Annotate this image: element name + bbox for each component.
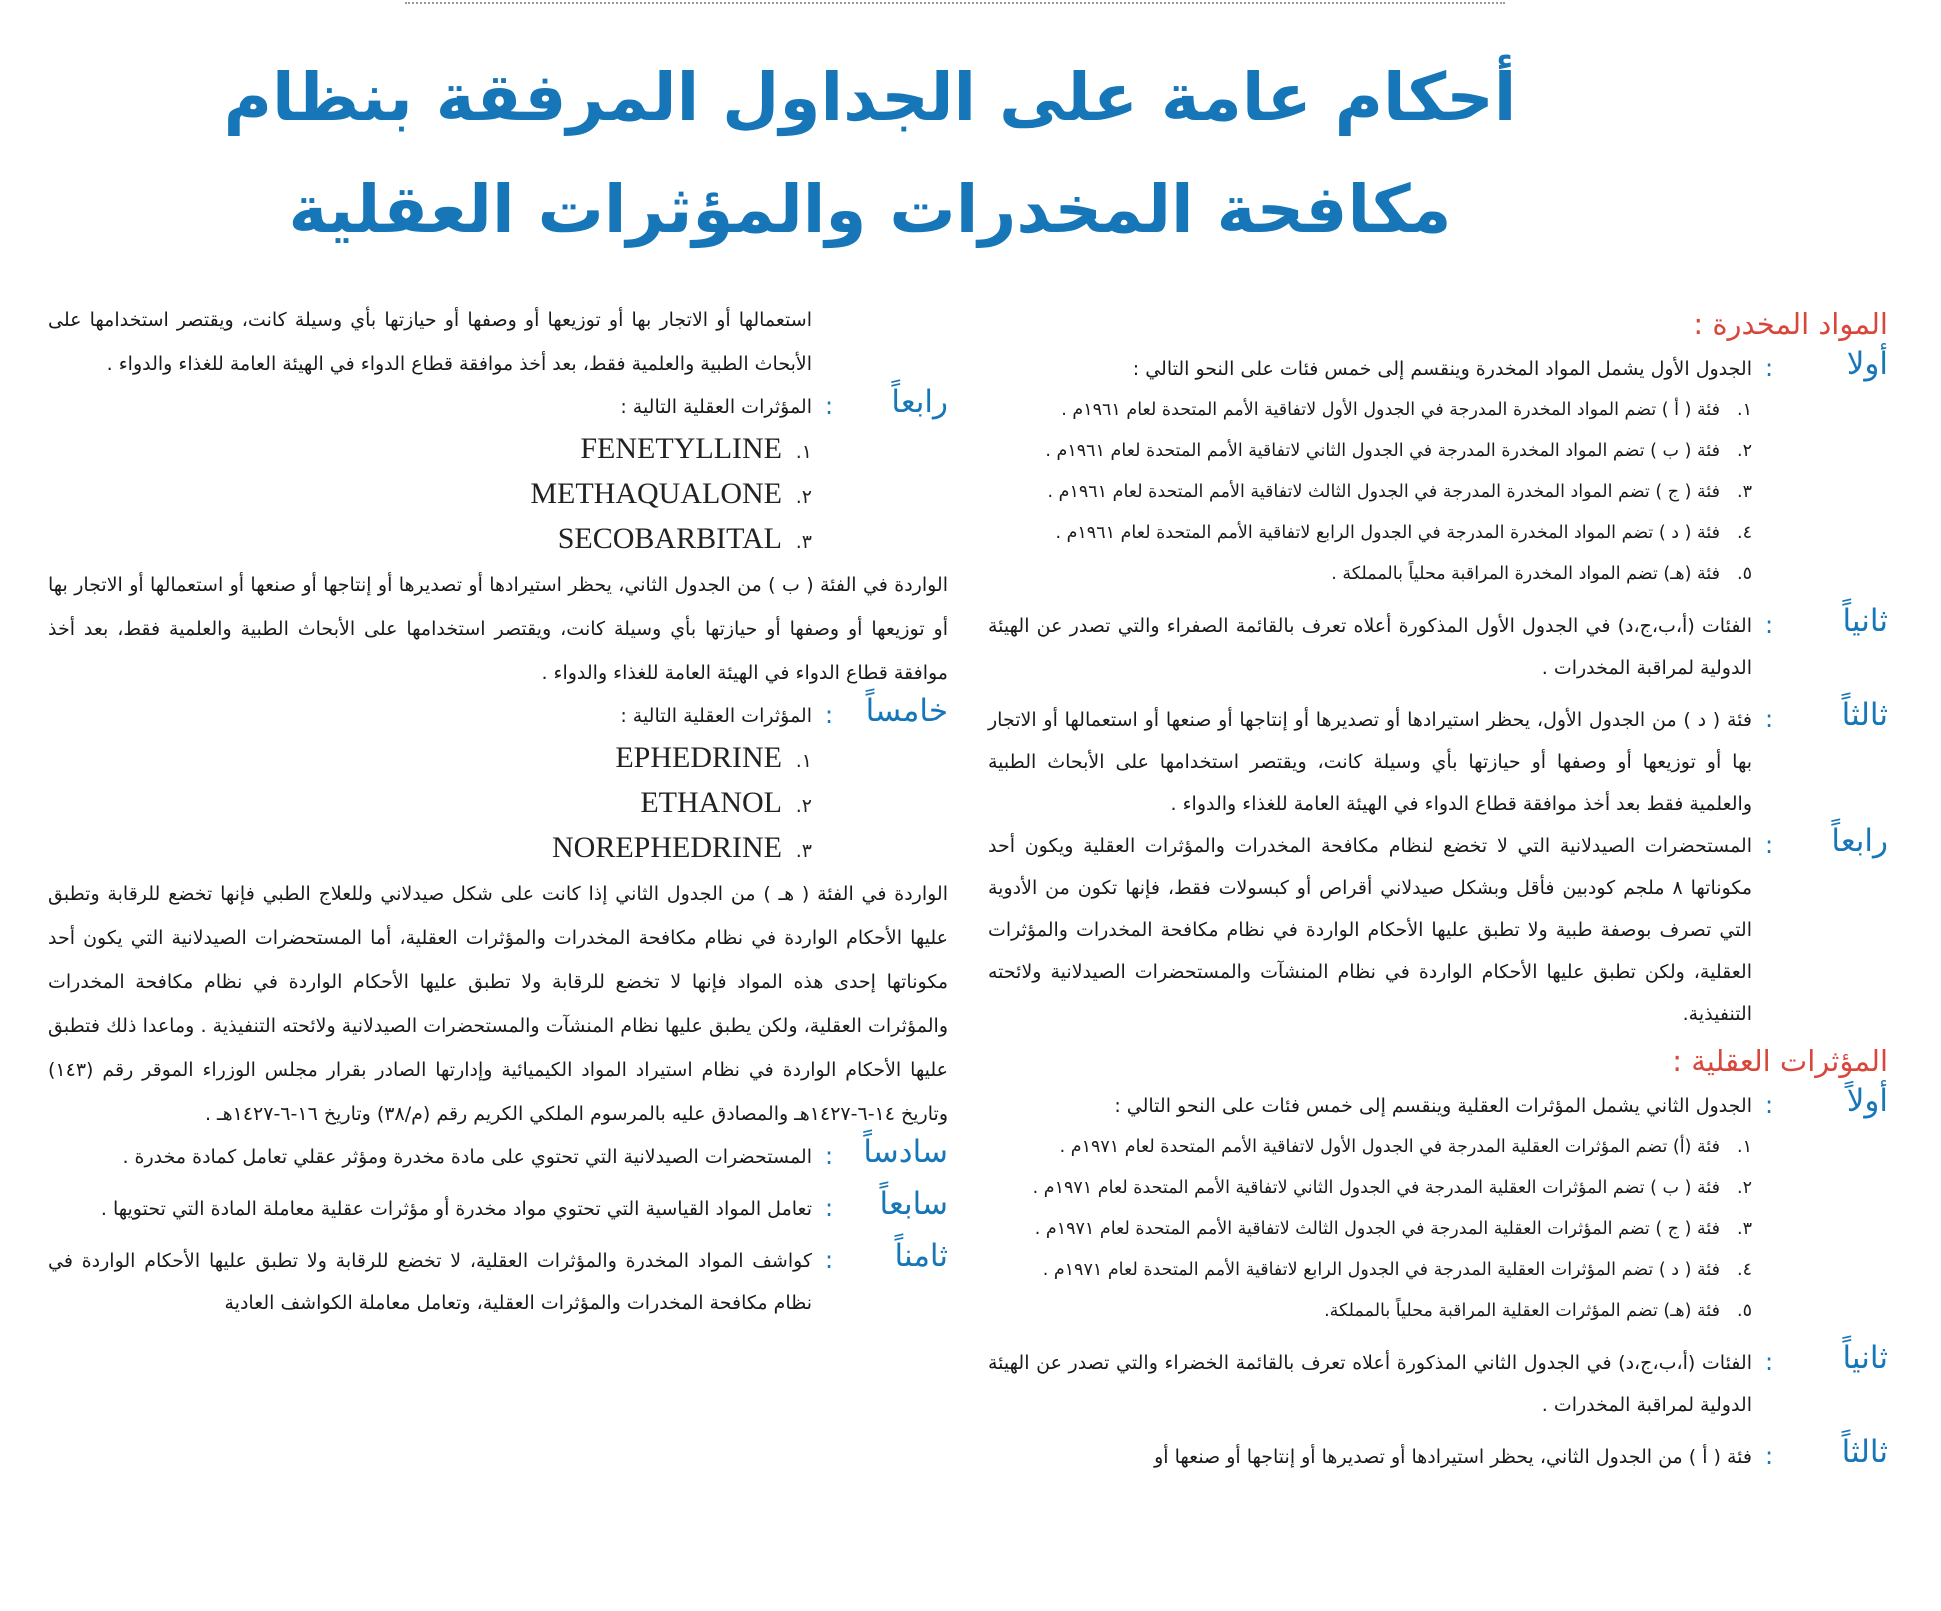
item-marker: ثانياً	[1842, 1340, 1888, 1376]
marker-colon: :	[1764, 705, 1774, 733]
page-title	[200, 42, 1540, 266]
list-item: ١.فئة ( أ ) تضم المواد المخدرة المدرجة في الجدول الأول لاتفاقية الأمم المتحدة لعام ١٩٦١م .	[1061, 400, 1752, 420]
marker-colon: :	[824, 701, 834, 729]
item-marker: ثالثاً	[1841, 697, 1888, 733]
item-text: المستحضرات الصيدلانية التي لا تخضع لنظام مكافحة المخدرات والمؤثرات العقلية ويكون أحد مكوناتها ٨ ملجم كودبين فأقل وبشكل صيدلاني أقراص أو كبسولات فقط، فإنها تكون من الأدوية التي تصرف بوصفة طبية ولا تطبق عليها الأحكام الواردة في نظام مكافحة المخدرات والمؤثرات العقلية، ولكن تطبق عليها الأحكام الواردة في نظام المنشآت والمستحضرات الصيدلانية ولائحته التنفيذية.	[988, 835, 1753, 1025]
item-marker: خامساً	[865, 693, 948, 729]
psy-sixth	[48, 1136, 948, 1178]
item-marker: ثانياً	[1842, 603, 1888, 639]
marker-colon: :	[1764, 831, 1774, 859]
list-item: ٤.فئة ( د ) تضم المؤثرات العقلية المدرجة في الجدول الرابع لاتفاقية الأمم المتحدة لعام ١٩٧١م .	[1042, 1260, 1752, 1280]
fifth-paragraph: الواردة في الفئة ( هـ ) من الجدول الثاني إذا كانت على شكل صيدلاني وللعلاج الطبي فإنها تخضع للرقابة وتطبق عليها الأحكام الواردة في نظام مكافحة المخدرات والمؤثرات العقلية، أما المستحضرات الصيدلانية التي يكون أحد مكوناتها إحدى هذه المواد فإنها لا تخضع للرقابة ولا تطبق عليها الأحكام الواردة في نظام مكافحة المخدرات والمؤثرات العقلية، ولكن يطبق عليها نظام المنشآت والمستحضرات الصيدلانية ولائحته التنفيذية . وماعدا ذلك فتطبق عليها الأحكام الواردة في نظام استيراد المواد الكيميائية وإدارتها الصادر بقرار مجلس الوزراء الموقر رقم (١٤٣) وتاريخ ١٤-٦-١٤٢٧هـ والمصادق عليه بالمرسوم الملكي الكريم رقم (م/٣٨) وتاريخ ١٦-٦-١٤٢٧هـ .	[48, 883, 948, 1125]
marker-colon: :	[824, 1194, 834, 1222]
narcotics-heading: المواد المخدرة :	[1693, 307, 1888, 341]
marker-colon: :	[1764, 354, 1774, 382]
item-text: المؤثرات العقلية التالية :	[620, 396, 812, 418]
narcotics-third	[988, 699, 1888, 825]
list-item: ٣.SECOBARBITAL	[557, 522, 812, 555]
list-item: ٣.فئة ( ج ) تضم المؤثرات العقلية المدرجة في الجدول الثالث لاتفاقية الأمم المتحدة لعام ١٩٧١م .	[1034, 1219, 1752, 1239]
item-text: تعامل المواد القياسية التي تحتوي مواد مخدرة أو مؤثرات عقلية معاملة المادة التي تحتويها .	[100, 1198, 812, 1220]
item-marker: أولاً	[1846, 1083, 1888, 1119]
item-marker: رابعاً	[891, 384, 948, 420]
marker-colon: :	[1764, 1348, 1774, 1376]
item-text: فئة ( أ ) من الجدول الثاني، يحظر استيرادها أو تصديرها أو إنتاجها أو صنعها أو	[1154, 1446, 1752, 1468]
psychotropics-categories-list	[988, 1127, 1888, 1332]
left-column	[48, 298, 948, 1324]
item-text: المؤثرات العقلية التالية :	[620, 705, 812, 727]
item-text: الجدول الثاني يشمل المؤثرات العقلية وينقسم إلى خمس فئات على النحو التالي :	[1114, 1095, 1752, 1117]
item-marker: أولا	[1846, 346, 1888, 382]
marker-colon: :	[1764, 1442, 1774, 1470]
list-item: ٢.فئة ( ب ) تضم المواد المخدرة المدرجة في الجدول الثاني لاتفاقية الأمم المتحدة لعام ١٩٦١م .	[1045, 441, 1752, 461]
list-item: ٣.فئة ( ج ) تضم المواد المخدرة المدرجة في الجدول الثالث لاتفاقية الأمم المتحدة لعام ١٩٦١م .	[1047, 482, 1752, 502]
narcotics-categories-list	[988, 390, 1888, 595]
continuation-paragraph: استعمالها أو الاتجار بها أو توزيعها أو وصفها أو حيازتها بأي وسيلة كانت، ويقتصر استخدامها على الأبحاث الطبية والعلمية فقط، بعد أخذ موافقة قطاع الدواء في الهيئة العامة للغذاء والدواء .	[48, 309, 812, 375]
narcotics-first	[988, 348, 1888, 390]
item-text: فئة ( د ) من الجدول الأول، يحظر استيرادها أو تصديرها أو إنتاجها أو صنعها أو استعمالها أو الاتجار بها أو توزيعها أو وصفها أو حيازتها بأي وسيلة كانت، ويقتصر استخدامها على الأبحاث الطبية والعلمية فقط بعد أخذ موافقة قطاع الدواء في الهيئة العامة للغذاء والدواء .	[988, 709, 1752, 815]
marker-colon: :	[1764, 1091, 1774, 1119]
list-item: ٢.فئة ( ب ) تضم المؤثرات العقلية المدرجة في الجدول الثاني لاتفاقية الأمم المتحدة لعام ١٩٧١م .	[1032, 1178, 1752, 1198]
marker-colon: :	[1764, 611, 1774, 639]
list-item: ٤.فئة ( د ) تضم المواد المخدرة المدرجة في الجدول الرابع لاتفاقية الأمم المتحدة لعام ١٩٦١م .	[1055, 523, 1752, 543]
psy-eighth	[48, 1240, 948, 1324]
psy-seventh	[48, 1188, 948, 1230]
item-marker: ثالثاً	[1841, 1434, 1888, 1470]
marker-colon: :	[824, 1142, 834, 1170]
right-column	[988, 298, 1888, 1478]
list-item: ٢.ETHANOL	[640, 786, 812, 819]
title-line-2: مكافحة المخدرات والمؤثرات العقلية	[288, 171, 1452, 248]
narcotics-fourth	[988, 825, 1888, 1035]
item-text: كواشف المواد المخدرة والمؤثرات العقلية، لا تخضع للرقابة ولا تطبق عليها الأحكام الواردة في نظام مكافحة المخدرات والمؤثرات العقلية، وتعامل معاملة الكواشف العادية	[48, 1250, 812, 1314]
list-item: ١.EPHEDRINE	[615, 741, 812, 774]
psychotropics-second	[988, 1342, 1888, 1426]
list-item: ٥.فئة (هـ) تضم المواد المخدرة المراقبة محلياً بالمملكة .	[1331, 564, 1752, 584]
fifth-substances-list	[48, 737, 948, 872]
top-dotted-rule	[405, 2, 1505, 4]
psy-fourth	[48, 386, 948, 428]
psychotropics-third	[988, 1436, 1888, 1478]
item-marker: سادساً	[863, 1134, 948, 1170]
marker-colon: :	[824, 392, 834, 420]
item-text: المستحضرات الصيدلانية التي تحتوي على مادة مخدرة ومؤثر عقلي تعامل كمادة مخدرة .	[122, 1146, 812, 1168]
psychotropics-heading: المؤثرات العقلية :	[1672, 1044, 1888, 1078]
item-marker: سابعاً	[879, 1186, 948, 1222]
narcotics-second	[988, 605, 1888, 689]
list-item: ١.فئة (أ) تضم المؤثرات العقلية المدرجة في الجدول الأول لاتفاقية الأمم المتحدة لعام ١٩٧١م .	[1059, 1137, 1752, 1157]
marker-colon: :	[824, 1246, 834, 1274]
item-text: الفئات (أ،ب،ج،د) في الجدول الثاني المذكورة أعلاه تعرف بالقائمة الخضراء والتي تصدر عن الهيئة الدولية لمراقبة المخدرات .	[988, 1352, 1752, 1416]
psy-fifth	[48, 695, 948, 737]
item-marker: رابعاً	[1831, 823, 1888, 859]
item-text: الجدول الأول يشمل المواد المخدرة وينقسم إلى خمس فئات على النحو التالي :	[1132, 358, 1752, 380]
list-item: ٥.فئة (هـ) تضم المؤثرات العقلية المراقبة محلياً بالمملكة.	[1324, 1301, 1752, 1321]
list-item: ٢.METHAQUALONE	[530, 477, 812, 510]
list-item: ١.FENETYLLINE	[580, 432, 812, 465]
item-text: الفئات (أ،ب،ج،د) في الجدول الأول المذكورة أعلاه تعرف بالقائمة الصفراء والتي تصدر عن الهيئة الدولية لمراقبة المخدرات .	[988, 615, 1752, 679]
psychotropics-first	[988, 1085, 1888, 1127]
item-marker: ثامناً	[894, 1238, 948, 1274]
list-item: ٣.NOREPHEDRINE	[552, 831, 812, 864]
fourth-paragraph: الواردة في الفئة ( ب ) من الجدول الثاني، يحظر استيرادها أو تصديرها أو إنتاجها أو صنعها أو استعمالها أو الاتجار بها أو توزيعها أو وصفها أو حيازتها بأي وسيلة كانت، ويقتصر استخدامها على الأبحاث الطبية والعلمية فقط، بعد أخذ موافقة قطاع الدواء في الهيئة العامة للغذاء والدواء .	[48, 574, 948, 684]
fourth-substances-list	[48, 428, 948, 563]
title-line-1: أحكام عامة على الجداول المرفقة بنظام	[223, 59, 1517, 136]
